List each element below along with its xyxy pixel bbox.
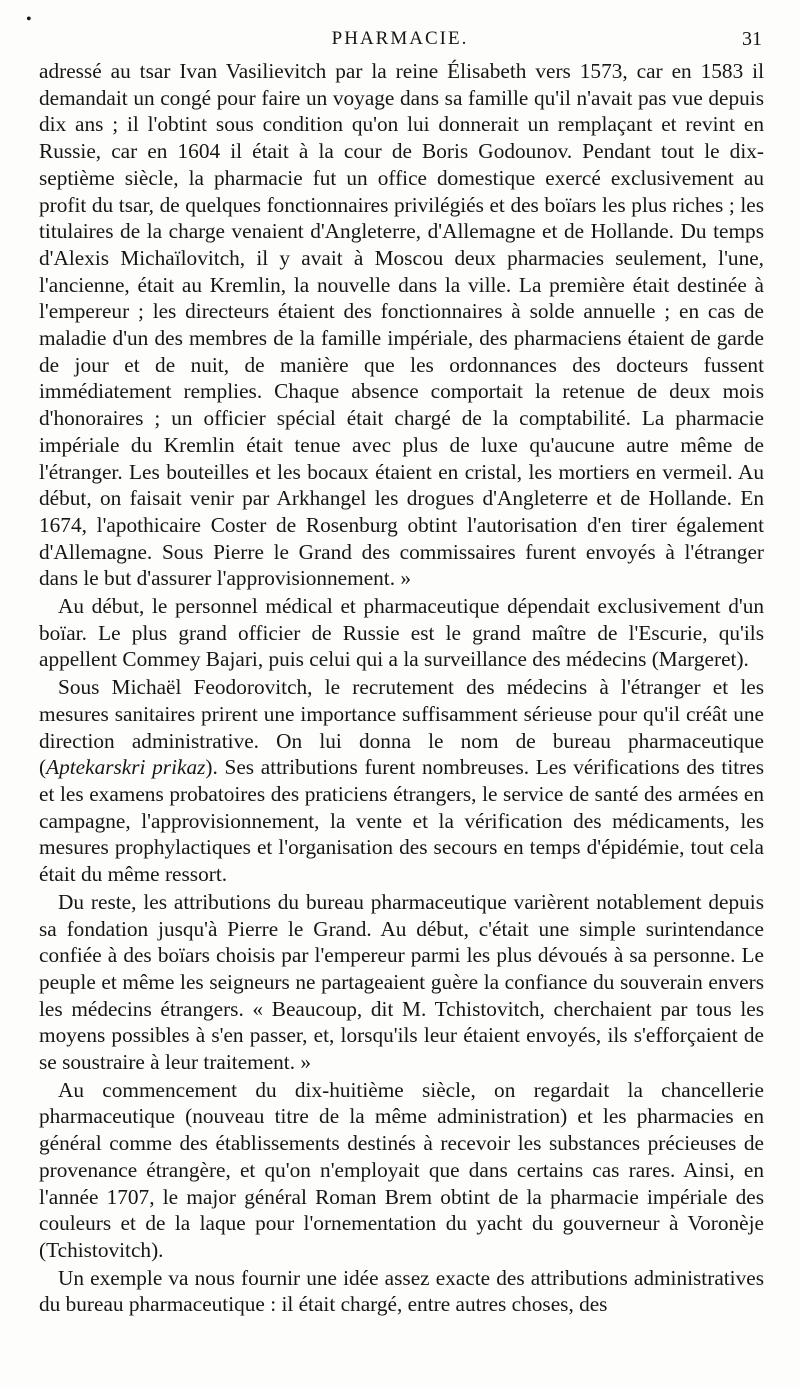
paragraph-3-before: Sous Michaël Feodorovitch, le recrutement des médecins à l'étranger et les mesures sanitaires prirent une importance suffisamment sérieuse pour qu'il créât une direction administrative. On lui donna le nom de bureau pharmaceutique ( xyxy=(39,675,764,780)
paragraph-1: adressé au tsar Ivan Vasilievitch par la reine Élisabeth vers 1573, car en 1583 il demandait un congé pour faire un voyage dans sa famille qu'il n'avait pas vue depuis dix ans ; il l'obtint sous condition qu'on lui donnerait un remplaçant et revint en Russie, car en 1604 il était à la cour de Boris Godounov. Pendant tout le dix-septième siècle, la pharmacie fut un office domestique exercé exclusivement au profit du tsar, de quelques fonctionnaires privilégiés et des boïars les plus riches ; les titulaires de la charge venaient d'Angleterre, d'Allemagne et de Hollande. Du temps d'Alexis Michaïlovitch, il y avait à Moscou deux pharmacies seulement, l'une, l'ancienne, était au Kremlin, la nouvelle dans la ville. La première était destinée à l'empereur ; les directeurs étaient des fonctionnaires à solde annuelle ; en cas de maladie d'un des membres de la famille impériale, des pharmaciens étaient de garde de jour et de nuit, de manière que les ordonnances des docteurs fussent immédiatement remplies. Chaque absence comportait la retenue de deux mois d'honoraires ; un officier spécial était chargé de la comptabilité. La pharmacie impériale du Kremlin était tenue avec plus de luxe qu'aucune autre même de l'étranger. Les bouteilles et les bocaux étaient en cristal, les mortiers en vermeil. Au début, on faisait venir par Arkhangel les drogues d'Angleterre et de Hollande. En 1674, l'apothicaire Coster de Rosenburg obtint l'autorisation d'en tirer également d'Allemagne. Sous Pierre le Grand des commissaires furent envoyés à l'étranger dans le but d'assurer l'approvisionnement. » xyxy=(39,59,764,591)
paragraph-3-emphasis: Aptekarskri prikaz xyxy=(46,755,206,780)
paragraph-3-after: ). Ses attributions furent nombreuses. Les vérifications des titres et les examens probatoires des praticiens étrangers, le service de santé des armées en campagne, l'approvisionnement, la vente et la vérification des médicaments, les mesures prophylactiques et l'organisation des secours en temps d'épidémie, tout cela était du même ressort. xyxy=(39,755,764,887)
paragraph-2: Au début, le personnel médical et pharmaceutique dépendait exclusivement d'un boïar. Le plus grand officier de Russie est le grand maître de l'Escurie, qu'ils appellent Commey Bajari, puis celui qui a la surveillance des médecins (Margeret). xyxy=(39,594,764,672)
bullet-mark: • xyxy=(26,11,32,28)
paragraph-4: Du reste, les attributions du bureau pharmaceutique varièrent notablement depuis sa fondation jusqu'à Pierre le Grand. Au début, c'était une simple surintendance confiée à des boïars choisis par l'empereur parmi les plus dévoués à sa personne. Le peuple et même les seigneurs ne partageaient guère la confiance du souverain envers les médecins étrangers. « Beaucoup, dit M. Tchistovitch, cherchaient par tous les moyens possibles à s'en passer, et, lorsqu'ils leur étaient envoyés, ils s'efforçaient de se soustraire à leur traitement. » xyxy=(39,889,764,1075)
page-header xyxy=(0,24,800,54)
body-text xyxy=(39,58,764,1318)
paragraph-5: Au commencement du dix-huitième siècle, on regardait la chancellerie pharmaceutique (nouveau titre de la même administration) et les pharmacies en général comme des établissements destinés à recevoir les substances précieuses de provenance étrangère, et qu'on n'employait que dans certains cas rares. Ainsi, en l'année 1707, le major général Roman Brem obtint de la pharmacie impériale des couleurs et de la laque pour l'ornementation du yacht du gouverneur à Voronèje (Tchistovitch). xyxy=(39,1077,764,1262)
page-number: 31 xyxy=(742,28,762,50)
paragraph-6: Un exemple va nous fournir une idée assez exacte des attributions administratives du bureau pharmaceutique : il était chargé, entre autres choses, des xyxy=(39,1265,764,1317)
paragraph-3 xyxy=(39,674,764,888)
running-title: PHARMACIE. xyxy=(331,28,469,49)
